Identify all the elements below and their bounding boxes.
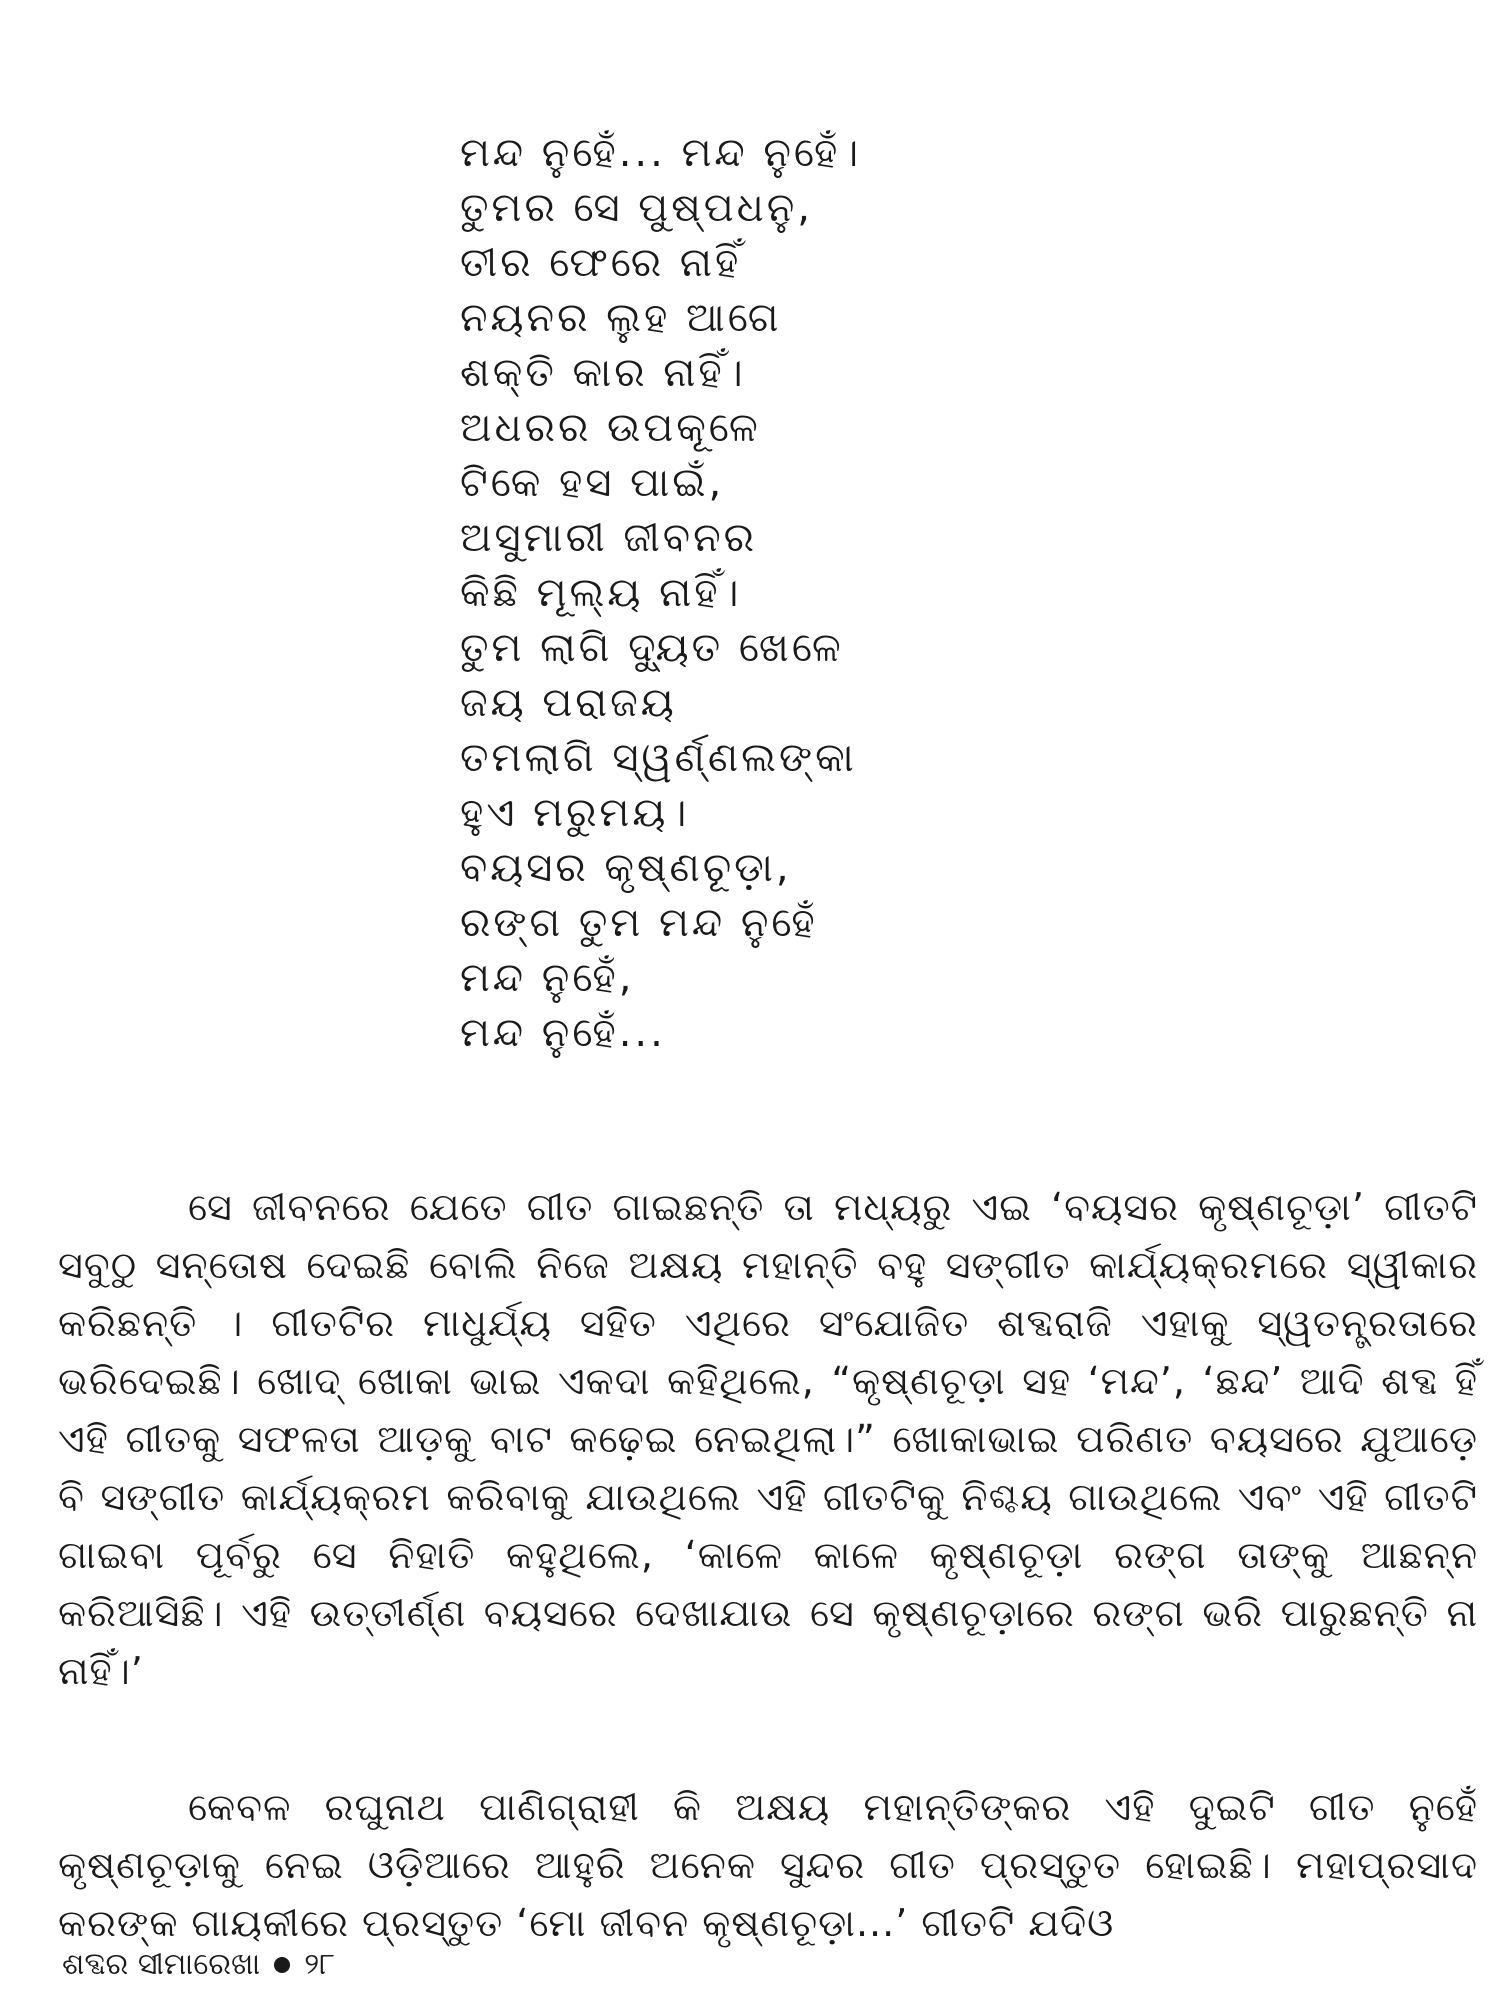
book-title: ଶବ୍ଦର ସୀମାରେଖା	[62, 1947, 261, 1982]
paragraph-text: ସେ ଜୀବନରେ ଯେତେ ଗୀତ ଗାଇଛନ୍ତି ତା ମଧ୍ୟରୁ ଏଇ ‘ବୟସର କୃଷ୍ଣଚୂଡ଼ା’ ଗୀତଟି ସବୁଠୁ ସନ୍ତୋଷ ଦେଇଛି ବୋଲି ନିଜେ ଅକ୍ଷୟ ମହାନ୍ତି ବହୁ ସଙ୍ଗୀତ କାର୍ଯ୍ୟକ୍ରମରେ ସ୍ୱୀକାର କରିଛନ୍ତି । ଗୀତଟିର ମାଧୁର୍ଯ୍ୟ ସହିତ ଏଥିରେ ସଂଯୋଜିତ ଶବ୍ଦରାଜି ଏହାକୁ ସ୍ୱତନ୍ତ୍ରତାରେ ଭରିଦେଇଛି। ଖୋଦ୍ ଖୋକା ଭାଇ ଏକଦା କହିଥିଲେ, “କୃଷ୍ଣଚୂଡ଼ା ସହ ‘ମନ୍ଦ’, ‘ଛନ୍ଦ’ ଆଦି ଶବ୍ଦ ହିଁ ଏହି ଗୀତକୁ ସଫଳତା ଆଡ଼କୁ ବାଟ କଢ଼େଇ ନେଇଥିଲା।” ଖୋକାଭାଇ ପରିଣତ ବୟସରେ ଯୁଆଡ଼େ ବି ସଙ୍ଗୀତ କାର୍ଯ୍ୟକ୍ରମ କରିବାକୁ ଯାଉଥିଲେ ଏହି ଗୀତଟିକୁ ନିଶ୍ଚୟ ଗାଉଥିଲେ ଏବଂ ଏହି ଗୀତଟି ଗାଇବା ପୂର୍ବରୁ ସେ ନିହାତି କହୁଥିଲେ, ‘କାଳେ କାଳେ କୃଷ୍ଣଚୂଡ଼ା ରଙ୍ଗ ତାଙ୍କୁ ଆଛନ୍ନ କରିଆସିଛି। ଏହି ଉତ୍ତୀର୍ଣ୍ଣ ବୟସରେ ଦେଖାଯାଉ ସେ କୃଷ୍ଣଚୂଡ଼ାରେ ରଙ୍ଗ ଭରି ପାରୁଛନ୍ତି ନା ନାହିଁ।’	[58, 1185, 1478, 1693]
poem-line: ଶକ୍ତି କାର ନାହିଁ।	[460, 350, 746, 396]
poem-line: ମନ୍ଦ ନୁହେଁ...	[460, 1010, 666, 1056]
poem-line: କିଛି ମୂଲ୍ୟ ନାହିଁ।	[460, 570, 742, 616]
poem-line: ନୟନର ଲୁହ ଆଗେ	[460, 295, 782, 341]
poem-line: ତୁମର ସେ ପୁଷ୍ପଧନୁ,	[460, 185, 814, 231]
paragraph-text: କେବଳ ରଘୁନାଥ ପାଣିଗ୍ରାହୀ କି ଅକ୍ଷୟ ମହାନ୍ତିଙ୍କର ଏହି ଦୁଇଟି ଗୀତ ନୁହେଁ କୃଷ୍ଣଚୂଡ଼ାକୁ ନେଇ ଓଡ଼ିଆରେ ଆହୁରି ଅନେକ ସୁନ୍ଦର ଗୀତ ପ୍ରସ୍ତୁତ ହୋଇଛି। ମହାପ୍ରସାଦ କରଙ୍କ ଗାୟକୀରେ ପ୍ରସ୍ତୁତ ‘ମୋ ଜୀବନ କୃଷ୍ଣଚୂଡ଼ା...’ ଗୀତଟି ଯଦିଓ	[58, 1785, 1478, 1945]
poem-line: ତୁମ ଲାଗି ଦ୍ୟୁତ ଖେଳେ	[460, 625, 844, 671]
poem-line: ଅଧରର ଉପକୂଳେ	[460, 405, 761, 451]
poem-line: ଅସୁମାରୀ ଜୀବନର	[460, 515, 757, 561]
poem-line: ଜୟ ପରାଜୟ	[460, 680, 677, 726]
poem-block	[460, 126, 1160, 1061]
poem-line: ତୀର ଫେରେ ନାହିଁ	[460, 240, 742, 286]
poem-line: ମନ୍ଦ ନୁହେଁ,	[460, 955, 635, 1001]
poem-line: ତମଲାଗି ସ୍ୱର୍ଣ୍ଣଲଙ୍କା	[460, 735, 857, 781]
poem-line: ହୁଏ ମରୁମୟ।	[460, 790, 690, 836]
poem-line: ମନ୍ଦ ନୁହେଁ... ମନ୍ଦ ନୁହେଁ।	[460, 130, 862, 176]
poem-line: ଟିକେ ହସ ପାଇଁ,	[460, 460, 725, 506]
page-footer	[62, 1945, 335, 1985]
bullet-separator	[274, 1957, 290, 1973]
body-paragraph-1	[58, 1178, 1478, 1700]
poem-line: ବୟସର କୃଷ୍ଣଚୂଡ଼ା,	[460, 845, 792, 891]
body-paragraph-2	[58, 1778, 1478, 1952]
page-number: ୨୮	[304, 1947, 335, 1982]
poem-line: ରଙ୍ଗ ତୁମ ମନ୍ଦ ନୁହେଁ	[460, 900, 818, 946]
